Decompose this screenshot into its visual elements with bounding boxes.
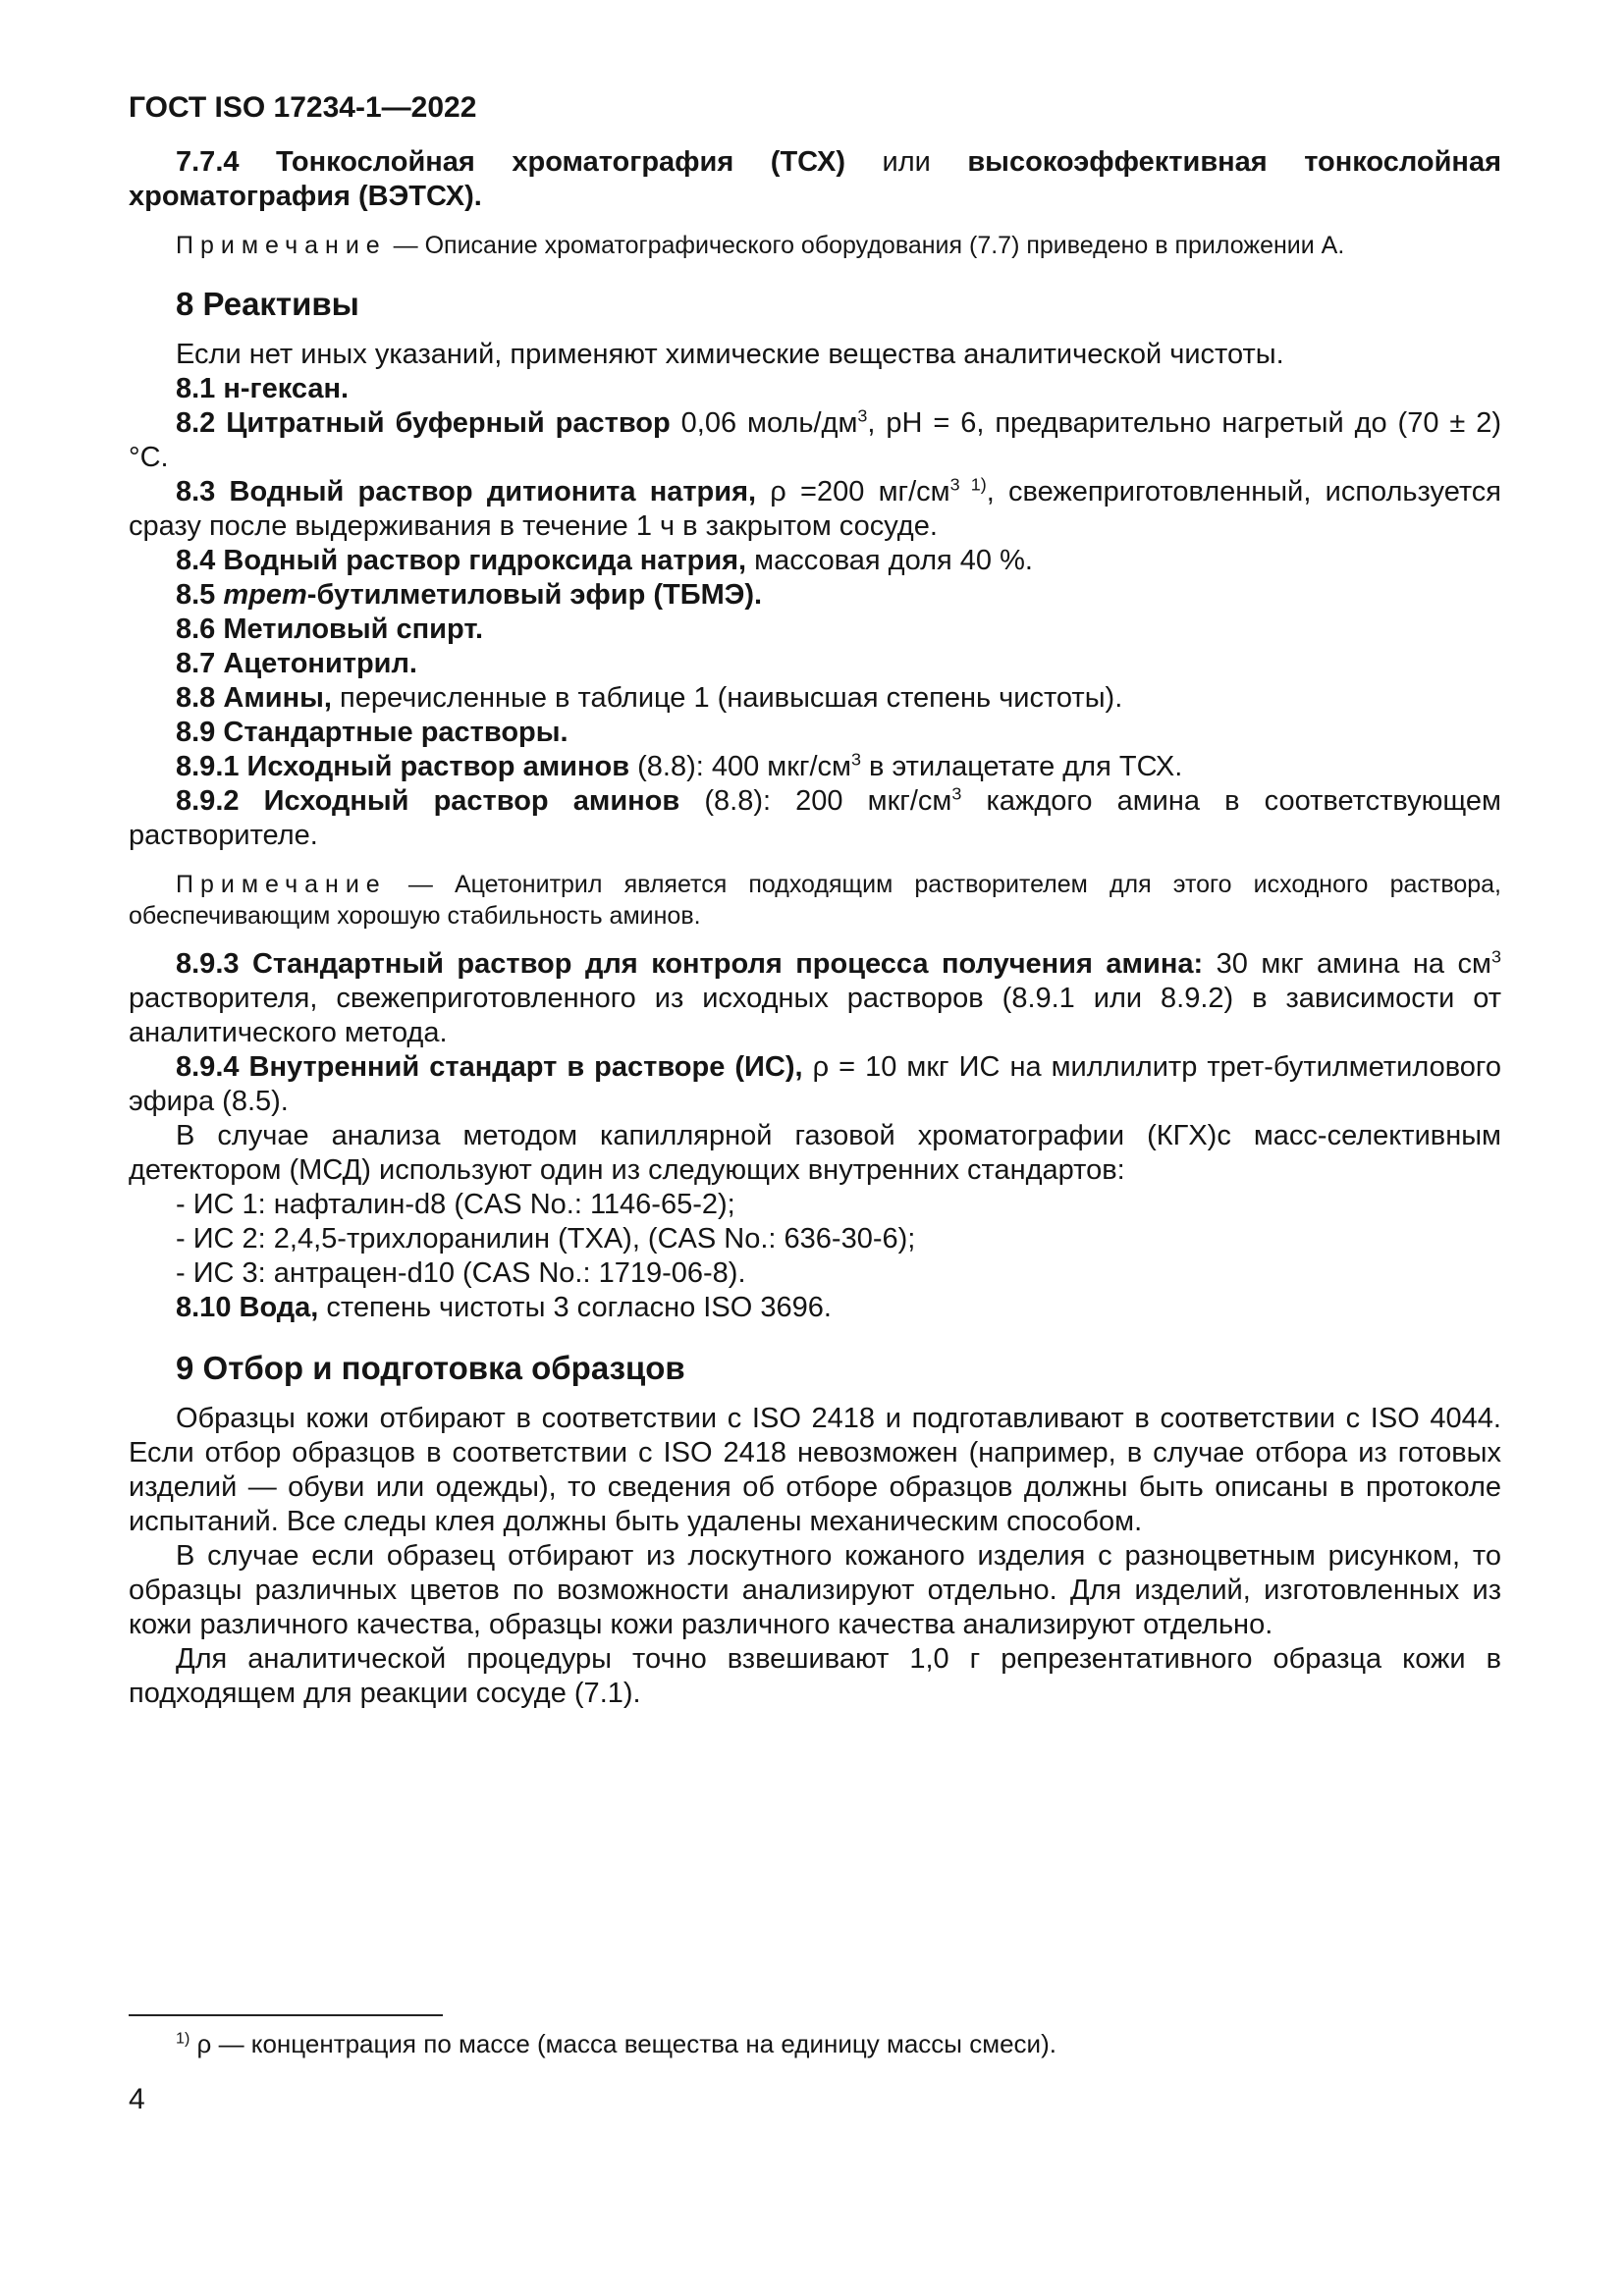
footnote-1	[129, 2028, 1501, 2059]
clause-8-7	[129, 647, 1501, 681]
note-label: Примечание	[176, 232, 387, 259]
clause-8-4	[129, 544, 1501, 578]
clause-term: 8.9.3 Стандартный раствор для контроля процесса получения амина:	[176, 948, 1204, 980]
clause-term: 8.10 Вода,	[176, 1292, 319, 1323]
page-number: 4	[129, 2083, 145, 2115]
clause-term: 8.8 Амины,	[176, 682, 332, 714]
text: в этилацетате для ТСХ.	[861, 751, 1183, 782]
clause-8-9-1	[129, 750, 1501, 784]
clause-8-8	[129, 681, 1501, 716]
clause-8-5	[129, 578, 1501, 613]
clause-term: 8.2 Цитратный буферный раствор	[176, 407, 671, 439]
text: массовая доля 40 %.	[746, 545, 1033, 576]
note-1	[129, 230, 1501, 261]
text: (8.8): 200 мкг/см	[679, 785, 952, 817]
note-label: Примечание	[176, 871, 387, 898]
text: , свежеприготовленный, используется сразу после выдерживания в течение 1 ч в закрытом сосуде.	[129, 476, 1502, 542]
document-header: ГОСТ ISO 17234-1—2022	[129, 91, 477, 124]
superscript: 3	[1490, 946, 1501, 967]
footnote-text: ρ — концентрация по массе (масса вещества на единицу массы смеси).	[189, 2029, 1056, 2058]
paragraph-internal-standards: В случае анализа методом капиллярной газовой хроматографии (КГХ)с масс-селективным детектором (МСД) используют один из следующих внутренних стандартов:	[129, 1120, 1501, 1186]
paragraph-9-sampling-1: Образцы кожи отбирают в соответствии с ISO 2418 и подготавливают в соответствии с ISO 4044. Если отбор образцов в соответствии с ISO 2418 невозможен (например, в случае отбора из готовых изделий — обуви или одежды), то сведения об отборе образцов должны быть описаны в протоколе испытаний. Все следы клея должны быть удалены механическим способом.	[129, 1403, 1501, 1537]
clause-term: высокоэффективная тонкослойная хроматография (ВЭТСХ).	[129, 146, 1501, 212]
paragraph-9-sampling-2: В случае если образец отбирают из лоскутного кожаного изделия с разноцветным рисунком, то образцы различных цветов по возможности анализируют отдельно. Для изделий, изготовленных из кожи различного качества, образцы кожи различного качества анализируют отдельно.	[129, 1540, 1501, 1640]
superscript: 3	[951, 783, 962, 804]
page-content	[129, 90, 1501, 1711]
note-2	[129, 869, 1501, 932]
clause-term: 8.9 Стандартные растворы.	[176, 717, 568, 748]
text: перечисленные в таблице 1 (наивысшая степень чистоты).	[331, 682, 1123, 714]
text: каждого амина в соответствующем растворителе.	[129, 785, 1501, 851]
clause-8-9-3	[129, 947, 1501, 1050]
clause-term: 8.3 Водный раствор дитионита натрия,	[176, 476, 757, 507]
list-item-is2: - ИС 2: 2,4,5-трихлоранилин (ТХА), (CAS No.: 636-30-6);	[176, 1223, 916, 1255]
clause-8-10	[129, 1291, 1501, 1325]
clause-term: 8.1 н-гексан.	[176, 373, 350, 404]
clause-8-9-4	[129, 1050, 1501, 1119]
paragraph-9-sampling-3: Для аналитической процедуры точно взвешивают 1,0 г репрезентативного образца кожи в подходящем для реакции сосуде (7.1).	[129, 1643, 1501, 1709]
note-text: — Описание хроматографического оборудования (7.7) приведено в приложении А.	[386, 232, 1345, 259]
clause-term-italic: трет	[223, 579, 307, 611]
clause-term: 8.9.1 Исходный раствор аминов	[176, 751, 630, 782]
text: степень чистоты 3 согласно ISO 3696.	[318, 1292, 832, 1323]
text: 0,06 моль/дм	[670, 407, 858, 439]
paragraph-7-7-4	[129, 145, 1501, 214]
text: ρ = 10 мкг ИС на миллилитр трет-бутилметилового эфира (8.5).	[129, 1051, 1501, 1117]
clause-number: 8.5	[176, 579, 224, 611]
text: ρ =200 мг/см	[756, 476, 950, 507]
clause-term: 7.7.4 Тонкослойная хроматография (ТСХ)	[176, 146, 846, 178]
list-item-is3: - ИС 3: антрацен-d10 (CAS No.: 1719-06-8).	[176, 1257, 746, 1289]
clause-term: -бутилметиловый эфир (ТБМЭ).	[306, 579, 763, 611]
note-text: — Ацетонитрил является подходящим растворителем для этого исходного раствора, обеспечивающим хорошую стабильность аминов.	[129, 871, 1501, 930]
footnote-block	[129, 2014, 1501, 2059]
paragraph-8-intro: Если нет иных указаний, применяют химические вещества аналитической чистоты.	[176, 339, 1284, 370]
clause-term: 8.9.4 Внутренний стандарт в растворе (ИС),	[176, 1051, 803, 1083]
text: 30 мкг амина на см	[1203, 948, 1491, 980]
section-9-heading: 9 Отбор и подготовка образцов	[176, 1350, 685, 1386]
clause-term: 8.9.2 Исходный раствор аминов	[176, 785, 680, 817]
clause-8-6	[129, 613, 1501, 647]
text: (8.8): 400 мкг/см	[629, 751, 851, 782]
section-8-heading: 8 Реактивы	[176, 286, 359, 322]
footnote-marker: 1)	[176, 2029, 190, 2048]
clause-8-1	[129, 372, 1501, 406]
footnote-separator	[129, 2014, 443, 2016]
clause-8-3	[129, 475, 1501, 544]
text: или	[845, 146, 968, 178]
clause-term: 8.4 Водный раствор гидроксида натрия,	[176, 545, 747, 576]
superscript: 3	[857, 405, 868, 426]
superscript: 3	[851, 749, 861, 770]
clause-term: 8.7 Ацетонитрил.	[176, 648, 417, 679]
clause-8-2	[129, 406, 1501, 475]
clause-8-9	[129, 716, 1501, 750]
list-item-is1: - ИС 1: нафталин-d8 (CAS No.: 1146-65-2);	[176, 1189, 735, 1220]
clause-term: 8.6 Метиловый спирт.	[176, 614, 484, 645]
text: растворителя, свежеприготовленного из исходных растворов (8.9.1 или 8.9.2) в зависимости от аналитического метода.	[129, 983, 1501, 1048]
superscript-with-footnote-ref: 3 1)	[949, 474, 987, 495]
text: , pH = 6, предварительно нагретый до (70 ± 2) °С.	[129, 407, 1502, 473]
clause-8-9-2	[129, 784, 1501, 853]
